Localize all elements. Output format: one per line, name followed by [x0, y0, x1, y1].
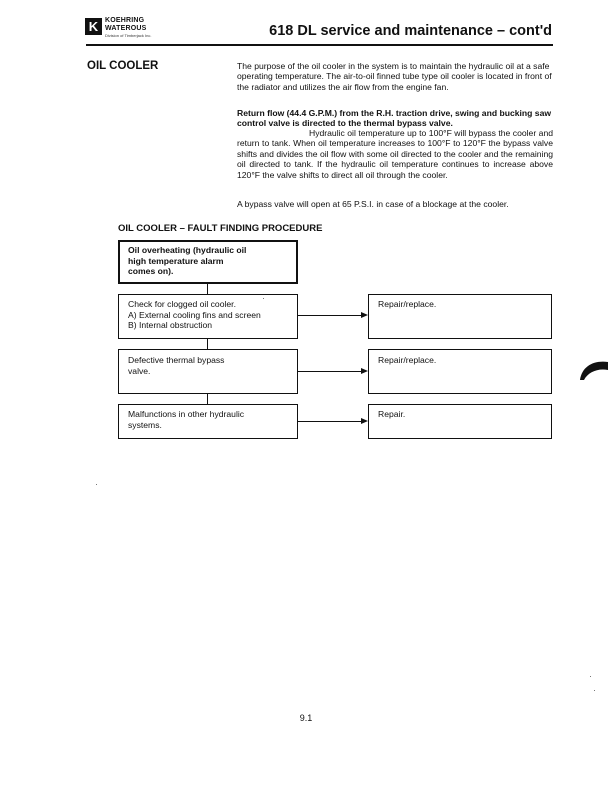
check-line: systems.: [128, 419, 162, 430]
logo-k-icon: K: [85, 18, 102, 35]
arrow-right-icon: [361, 312, 368, 318]
page-number: 9.1: [299, 713, 313, 723]
logo-line-1: KOEHRING: [105, 17, 145, 24]
scan-speck: [263, 298, 264, 299]
scan-speck: [590, 676, 591, 677]
connector-arrow-line: [298, 315, 361, 316]
connector-arrow-line: [298, 371, 361, 372]
check-line: Check for clogged oil cooler.: [128, 299, 236, 309]
paragraph-purpose: The purpose of the oil cooler in the system is to maintain the hydraulic oil at a safe operating temperature. The air-to-oil finned tube type oil cooler is located in front of the radiator and utilizes the air flow from the engine fan.: [237, 61, 552, 92]
check-box-thermal-bypass: [118, 349, 298, 394]
paragraph-bypass: A bypass valve will open at 65 P.S.I. in case of a blockage at the cooler.: [237, 199, 509, 209]
section-title: OIL COOLER: [87, 60, 159, 72]
connector-vertical: [207, 284, 208, 294]
connector-vertical: [207, 339, 208, 349]
check-line: Malfunctions in other hydraulic: [128, 409, 245, 419]
scan-speck: [594, 690, 595, 691]
procedure-title: OIL COOLER – FAULT FINDING PROCEDURE: [118, 223, 323, 234]
check-line: valve.: [128, 365, 151, 376]
logo-line-2: WATEROUS: [105, 25, 147, 32]
paragraph-temperature-text: Hydraulic oil temperature up to 100°F will bypass the cooler and return to tank. When oil temperature increases to 100°F to 120°F the bypass valve shifts and divides the oil flow with some oil directed to the cooler and the remaining oil directed to tank. If the hydraulic oil temperature continues to increase above 120°F the valve shifts to direct all oil through the cooler.: [237, 128, 553, 180]
action-label: Repair/replace.: [378, 299, 437, 309]
paragraph-return-flow: Return flow (44.4 G.P.M.) from the R.H. traction drive, swing and bucking saw control valve is directed to the thermal bypass valve.: [237, 108, 552, 129]
action-label: Repair/replace.: [378, 355, 437, 365]
scan-speck: [96, 484, 97, 485]
header-rule: [86, 44, 553, 46]
check-line: B) Internal obstruction: [128, 320, 213, 331]
paragraph-temperature: [237, 128, 553, 180]
action-box-repair-replace-2: [368, 349, 552, 394]
symptom-box: [118, 240, 298, 284]
company-logo: [85, 17, 175, 41]
check-line: A) External cooling fins and screen: [128, 309, 261, 320]
check-box-clogged-cooler: [118, 294, 298, 339]
binder-tab-mark-icon: [578, 358, 608, 382]
check-box-other-systems: [118, 404, 298, 439]
connector-vertical: [207, 394, 208, 404]
action-label: Repair.: [378, 409, 406, 419]
logo-line-3: Division of Timberjack Inc.: [105, 33, 152, 38]
check-line: Defective thermal bypass: [128, 355, 225, 365]
page-title: 618 DL service and maintenance – cont'd: [269, 23, 552, 39]
connector-arrow-line: [298, 421, 361, 422]
arrow-right-icon: [361, 418, 368, 424]
action-box-repair-replace: [368, 294, 552, 339]
symptom-line: comes on).: [128, 266, 174, 277]
symptom-line: Oil overheating (hydraulic oil: [128, 245, 247, 255]
arrow-right-icon: [361, 368, 368, 374]
symptom-line: high temperature alarm: [128, 255, 224, 266]
action-box-repair: [368, 404, 552, 439]
